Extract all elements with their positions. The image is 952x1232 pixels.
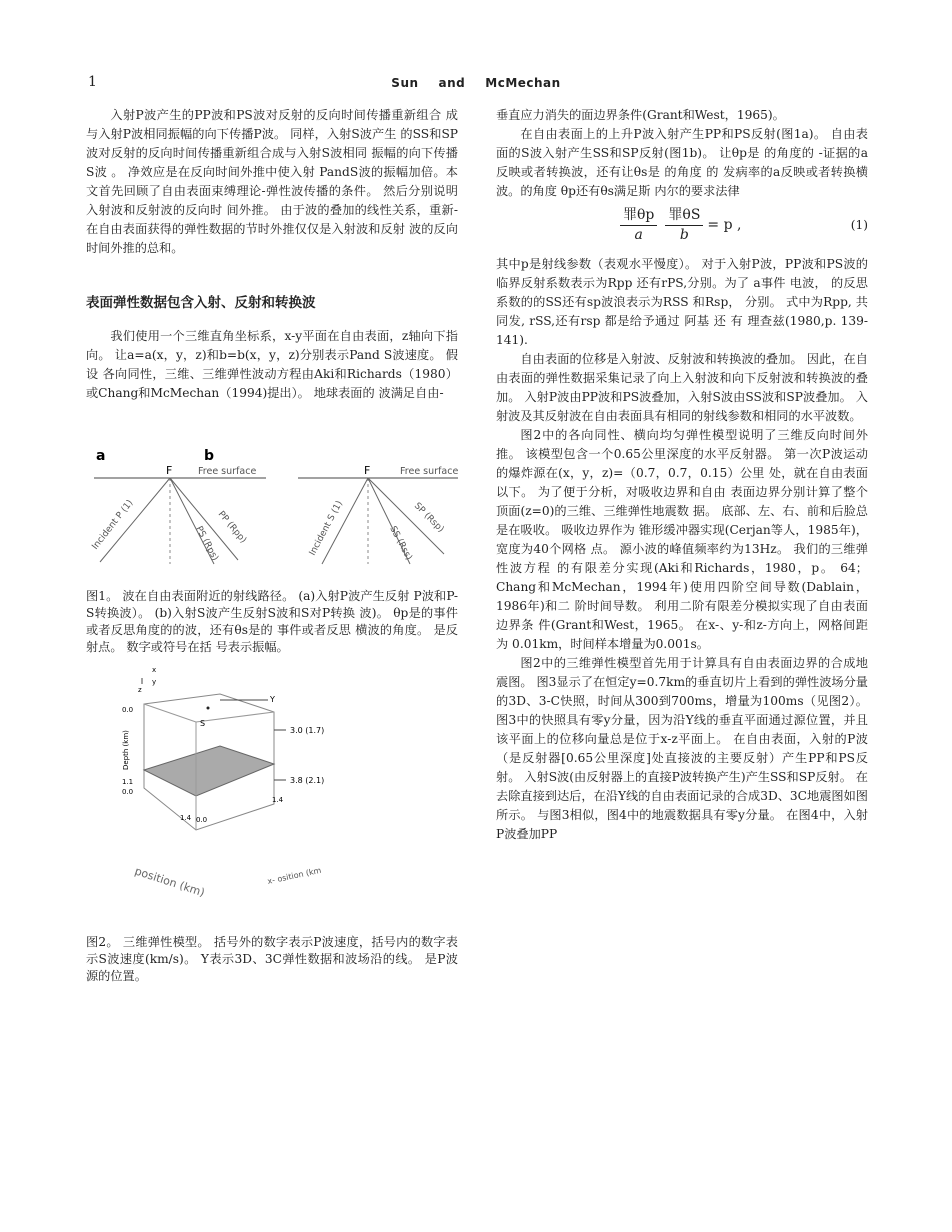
fig2-d00b: 0.0 xyxy=(122,788,134,796)
fig1-sp-label: SP (Rsp) xyxy=(411,501,446,535)
fig2-x-axis-title: x- osition (km xyxy=(266,865,323,886)
axis-y-letter: y xyxy=(152,678,157,686)
figure-1-ray-paths xyxy=(88,444,460,574)
fig2-d11: 1.1 xyxy=(122,778,134,786)
frac-1-num: 罪θp xyxy=(620,206,657,226)
fig2-d14b: 1.4 xyxy=(272,796,284,804)
fig2-y-axis-title: position (km) xyxy=(133,864,207,900)
frac-2-num: 罪θS xyxy=(665,206,703,226)
fig2-v1: 3.0 (1.7) xyxy=(290,726,325,735)
equation-rhs: = p , xyxy=(707,216,742,233)
fig1-caption-text: 图1。 波在自由表面附近的射线路径。 (a)入射P波产生反射 P波和P-S转换波）。 (b)入射S波产生反射S波和S对P转换 波)。 θp是的事件或者反思角度的的波，还有θs是的 事件或者反思 横波的角度。 是反射点。 数字或符号在括 号表示振幅。 xyxy=(86,589,458,654)
axis-x-letter: x xyxy=(152,666,157,674)
snell-paragraph: 在自由表面上的上升P波入射产生PP和PS反射(图1a)。 自由表面的S波入射产生SS和SP反射(图1b)。 让θp是 的角度的 -证据的a反映或者转换波，还有让θs是 的角度 的 发病率的a反映或者转换横波。的角度 θp还有θs满足斯 内尔的要求法律 xyxy=(496,127,868,198)
equation-body xyxy=(616,206,741,245)
synthetic-paragraph: 图2中的三维弹性模型首先用于计算具有自由表面边界的合成地震图。 图3显示了在恒定y=0.7km的垂直切片上看到的弹性波场分量的3D、3-C快照，时间从300到700ms，增量为100ms（见图2）。 图3中的快照具有零y分量，因为沿Y线的垂直平面通过源位置，并且该平面上的位移向量总是位于x-z平面上。 在自由表面，入射的P波（是反射器[0.65公里深度]处直接波的主要反射）产生PP和PS反射。 入射S波(由反射器上的直接P波转换产生)产生SS和SP反射。 在去除直接到达后，在沿Y线的自由表面记录的合成3D、3C地震图如图所示。 与图3相似，图4中的地震数据具有零y分量。 在图4中，入射P波叠加PP xyxy=(496,656,868,841)
fig2-v2: 3.8 (2.1) xyxy=(290,776,325,785)
fig1-incident-s-label: Incident S (1) xyxy=(307,499,346,558)
figure-2-caption xyxy=(86,934,458,985)
frac-2 xyxy=(665,206,703,245)
fig1-ss-label: SS (Rss) xyxy=(387,524,414,563)
reflector-plane xyxy=(144,746,274,796)
fig1-F-b: F xyxy=(364,464,371,477)
fig2-caption-text: 图2。 三维弹性模型。 括号外的数字表示P波速度，括号内的数字表示S波速度(km/s)。 Y表示3D、3C弹性数据和波场沿的线。 是P波源的位置。 xyxy=(86,935,458,983)
coordinate-paragraph: 我们使用一个三维直角坐标系，x-y平面在自由表面，z轴向下指向。 让a=a(x，y，z)和b=b(x，y，z)分别表示Pand S波速度。 假设 各向同性，三维、三维弹性波动方程由Aki和Richards（1980）或Chang和McMechan（1994)提出）。 地球表面的 波满足自由- xyxy=(86,329,458,400)
fig2-d0: 0.0 xyxy=(122,706,134,714)
model-paragraph: 图2中的各向同性、横向均匀弹性模型说明了三维反向时间外推。 该模型包含一个0.65公里深度的水平反射器。 第一次P波运动的爆炸源在(x，y，z)=（0.7，0.7，0.15）公里 处，就在自由表面以下。 为了便于分析，对吸收边界和自由 表面边界分别计算了整个顶面(z=0)的三维、三维弹性地震数 据。 底部、左、右、前和后脸总是在吸收。 吸收边界作为 锥形缓冲器实现(Cerjan等人，1985年)，宽度为40个网格 点。 源小波的峰值频率约为13Hz。 我们的三维弹性波方程 的有限差分实现(Aki和Richards，1980，p。 64；Chang和McMechan，1994年)使用四阶空间导数(Dablain，1986年)和二 阶时间导数。 利用二阶有限差分模拟实现了自由表面边界条 件(Grant和West，1965。 在x-、y-和z-方向上，网格间距为 0.01km，时间样本增量为0.001s。 xyxy=(496,428,868,651)
box-top-edge xyxy=(144,704,196,722)
figure-2-elastic-model xyxy=(108,660,358,920)
fig2-d00c: 0.0 xyxy=(196,816,208,824)
fig1-free-surface-b: Free surface xyxy=(400,466,459,477)
fig2-y-label: Y xyxy=(270,695,275,704)
fig1-ps-label: PS (Rps) xyxy=(193,524,220,563)
intro-paragraph: 入射P波产生的PP波和PS波对反射的反向时间传播重新组合 成与入射P波相同振幅的向下传播P波。 同样，入射S波产生 的SS和SP波对反射的反向时间传播重新组合成与入射S波相同 振幅的向下传播S波 。 净效应是在反向时间外推中使入射 PandS波的振幅加倍。本文首先回顾了自由表面束缚理论-弹性波传播的条件。 然后分别说明入射波和反射波的反向时 间外推。 由于波的叠加的线性关系，重新-在自由表面获得的弹性数据的节时外推仅仅是入射波和反射 波的反向时间外推的总和。 xyxy=(86,108,458,255)
boundary-paragraph: 垂直应力消失的面边界条件(Grant和West，1965)。 xyxy=(496,108,785,122)
figure-1-caption xyxy=(86,588,458,656)
running-header xyxy=(0,76,952,90)
fig1-label-a: a xyxy=(96,448,106,464)
frac-1 xyxy=(620,206,657,245)
header-author-1: Sun xyxy=(391,76,419,90)
left-column xyxy=(86,106,458,403)
axis-z-letter: z xyxy=(138,686,142,694)
ray-parameter-paragraph: 其中p是射线参数（表观水平慢度）。 对于入射P波，PP波和PS波的临界反射系数表示为Rpp 还有rPS,分别。为了 a事件 电波， 的反思系数的的SS还有sp波浪表示为RSS 和Rsp， 分别。 式中为Rpp, 共同发, rSS,还有rsp 都是给予通过 阿基 还 有 理查兹(1980,p. 139-141). xyxy=(496,257,868,347)
frac-2-den: b xyxy=(679,226,689,243)
equation-number: (1) xyxy=(850,217,868,232)
box-top-edge-2 xyxy=(196,712,274,722)
fig1-free-surface-a: Free surface xyxy=(198,466,257,477)
section-title: 表面弹性数据包含入射、反射和转换波 xyxy=(86,295,316,311)
fig1-F-a: F xyxy=(166,464,173,477)
page-number: 1 xyxy=(88,74,97,90)
fig1-pp-label: PP (Rpp) xyxy=(215,509,249,546)
frac-1-den: a xyxy=(634,226,643,243)
source-point xyxy=(207,707,210,710)
fig2-s-label: S xyxy=(200,719,206,728)
fig2-depth-label: Depth (km) xyxy=(122,730,130,770)
header-author-2: McMechan xyxy=(485,76,561,90)
header-and: and xyxy=(438,76,466,90)
equation-1 xyxy=(496,205,868,245)
fig1-label-b: b xyxy=(204,448,215,464)
right-column xyxy=(496,106,868,844)
superposition-paragraph: 自由表面的位移是入射波、反射波和转换波的叠加。 因此，在自由表面的弹性数据采集记录了向上入射波和向下反射波和转换波的叠加。 入射P波由PP波和PS波叠加，入射S波由SS波和SP波叠加。 入射波及其反射波在自由表面具有相同的射线参数和相同的水平波数。 xyxy=(496,352,868,423)
fig1-incident-p-label: Incident P (1) xyxy=(90,498,136,552)
fig2-d14: 1.4 xyxy=(180,814,192,822)
